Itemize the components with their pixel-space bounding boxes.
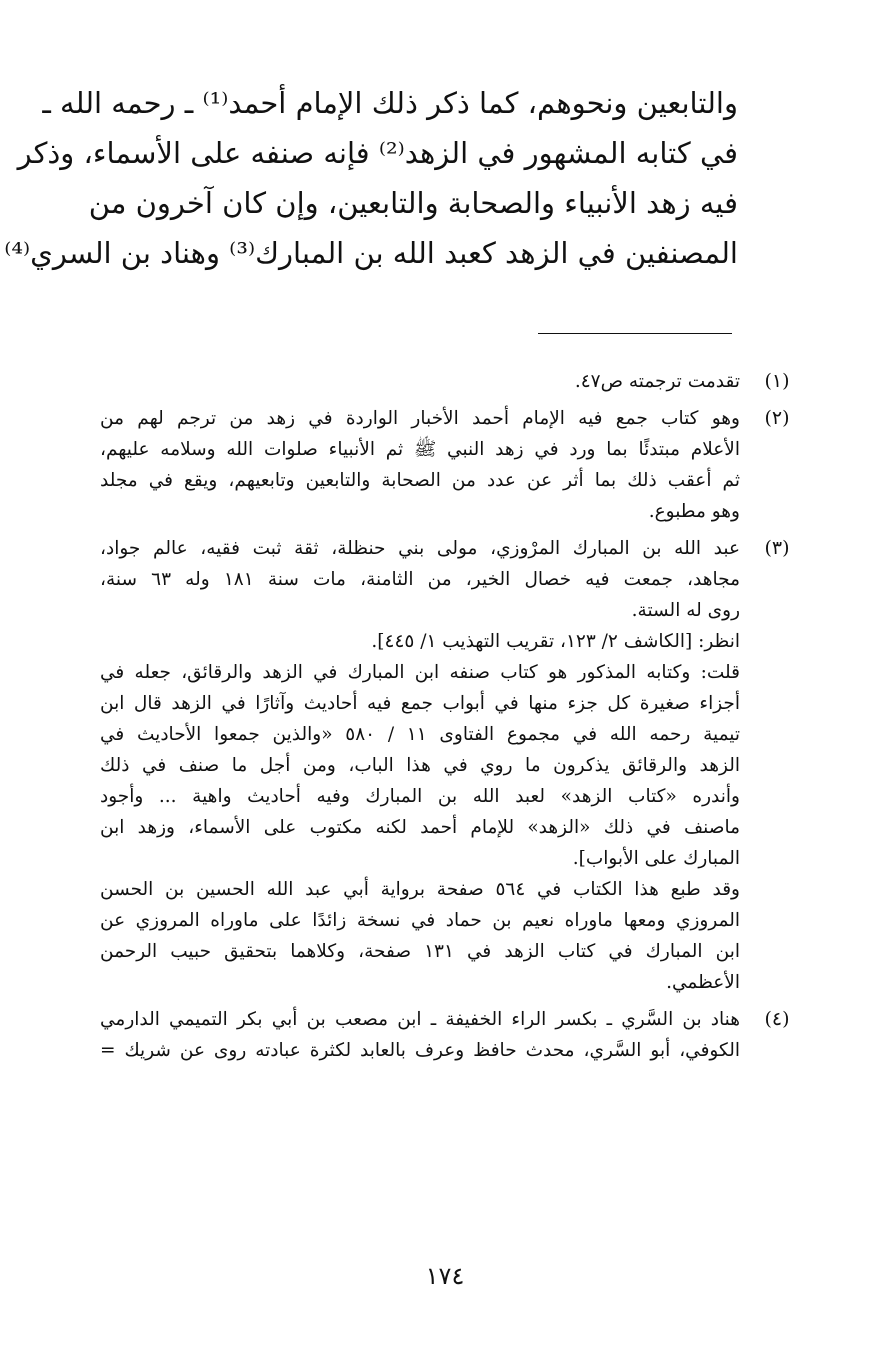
footnote-line: وقد طبع هذا الكتاب في ٥٦٤ صفحة برواية أبي عبد الله الحسين بن الحسن xyxy=(100,879,740,900)
footnote-line: ثم أعقب ذلك بما أثر عن عدد من الصحابة والتابعين وتابعيهم، ويقع في مجلد xyxy=(100,470,740,491)
footnote-4 xyxy=(100,1004,790,1066)
footnote-line: وهو كتاب جمع فيه الإمام أحمد الأخبار الواردة في زهد من ترجم لهم من xyxy=(100,408,740,429)
footnote-line: الزهد والرقائق يذكرون ما روي في هذا الباب، ومن أجل ما صنف في ذلك xyxy=(100,755,740,776)
footnote-line: تيمية رحمه الله في مجموع الفتاوى ١١ / ٥٨٠ «والذين جمعوا الأحاديث في xyxy=(100,724,741,745)
footnote-line: الكوفي، أبو السَّري، محدث حافظ وعرف بالعابد لكثرة عبادته روى عن شريك = xyxy=(100,1040,740,1061)
main-text-line: والتابعين ونحوهم، كما ذكر ذلك الإمام أحمد⁽¹⁾ ـ رحمه الله ـ xyxy=(42,86,738,120)
footnote-separator xyxy=(538,333,732,334)
footnote-2 xyxy=(100,403,790,527)
footnote-1 xyxy=(100,366,790,397)
footnote-line: وأندره «كتاب الزهد» لعبد الله بن المبارك وفيه أحاديث واهية ... وأجود xyxy=(100,786,740,807)
footnote-line: قلت: وكتابه المذكور هو كتاب صنفه ابن المبارك في الزهد والرقائق، جعله في xyxy=(100,662,740,683)
footnote-line: المروزي ومعها ماوراه نعيم بن حماد في نسخة زائدًا على ماوراه المروزي عن xyxy=(100,910,740,931)
footnote-line: ماصنف في ذلك «الزهد» للإمام أحمد لكنه مكتوب على الأسماء، وزهد ابن xyxy=(100,817,740,838)
main-text-line: فيه زهد الأنبياء والصحابة والتابعين، وإن كان آخرون من xyxy=(88,186,738,220)
footnote-number: (٢) xyxy=(764,407,790,429)
footnote-number: (٣) xyxy=(764,537,790,559)
footnote-3 xyxy=(100,533,790,998)
footnote-line: تقدمت ترجمته ص٤٧. xyxy=(574,371,740,392)
footnote-line: وهو مطبوع. xyxy=(648,501,740,522)
footnote-line: أجزاء صغيرة كل جزء منها في أبواب جمع فيه أحاديث وآثارًا في الزهد قال ابن xyxy=(100,693,740,714)
footnote-line: مجاهد، جمعت فيه خصال الخير، من الثامنة، مات سنة ١٨١ وله ٦٣ سنة، xyxy=(100,569,740,590)
footnote-line: هناد بن السَّري ـ بكسر الراء الخفيفة ـ ابن مصعب بن أبي بكر التميمي الدارمي xyxy=(100,1009,740,1030)
footnote-line: الأعلام مبتدئًا بما ورد في زهد النبي ﷺ ثم الأنبياء صلوات الله وسلامه عليهم، xyxy=(100,439,740,460)
footnote-number: (٤) xyxy=(764,1008,790,1030)
footnote-line: روى له الستة. xyxy=(631,600,740,621)
footnotes xyxy=(100,366,790,1066)
footnote-reference: انظر: [الكاشف ٢/ ١٢٣، تقريب التهذيب ١/ ٤٤٥]. xyxy=(371,631,740,652)
main-text xyxy=(4,78,738,278)
main-text-line: في كتابه المشهور في الزهد⁽²⁾ فإنه صنفه على الأسماء، وذكر xyxy=(17,136,738,170)
page-number: ١٧٤ xyxy=(425,1262,465,1290)
footnote-line: المبارك على الأبواب]. xyxy=(572,848,740,869)
footnote-line: عبد الله بن المبارك المرْوزي، مولى بني حنظلة، ثقة ثبت فقيه، عالم جواد، xyxy=(100,538,740,559)
footnote-line: الأعظمي. xyxy=(666,972,740,993)
footnote-line: ابن المبارك في كتاب الزهد في ١٣١ صفحة، وكلاهما بتحقيق حبيب الرحمن xyxy=(100,941,740,962)
main-text-line: المصنفين في الزهد كعبد الله بن المبارك⁽³⁾ وهناد بن السري⁽⁴⁾ xyxy=(4,236,738,270)
footnote-number: (١) xyxy=(764,370,790,392)
